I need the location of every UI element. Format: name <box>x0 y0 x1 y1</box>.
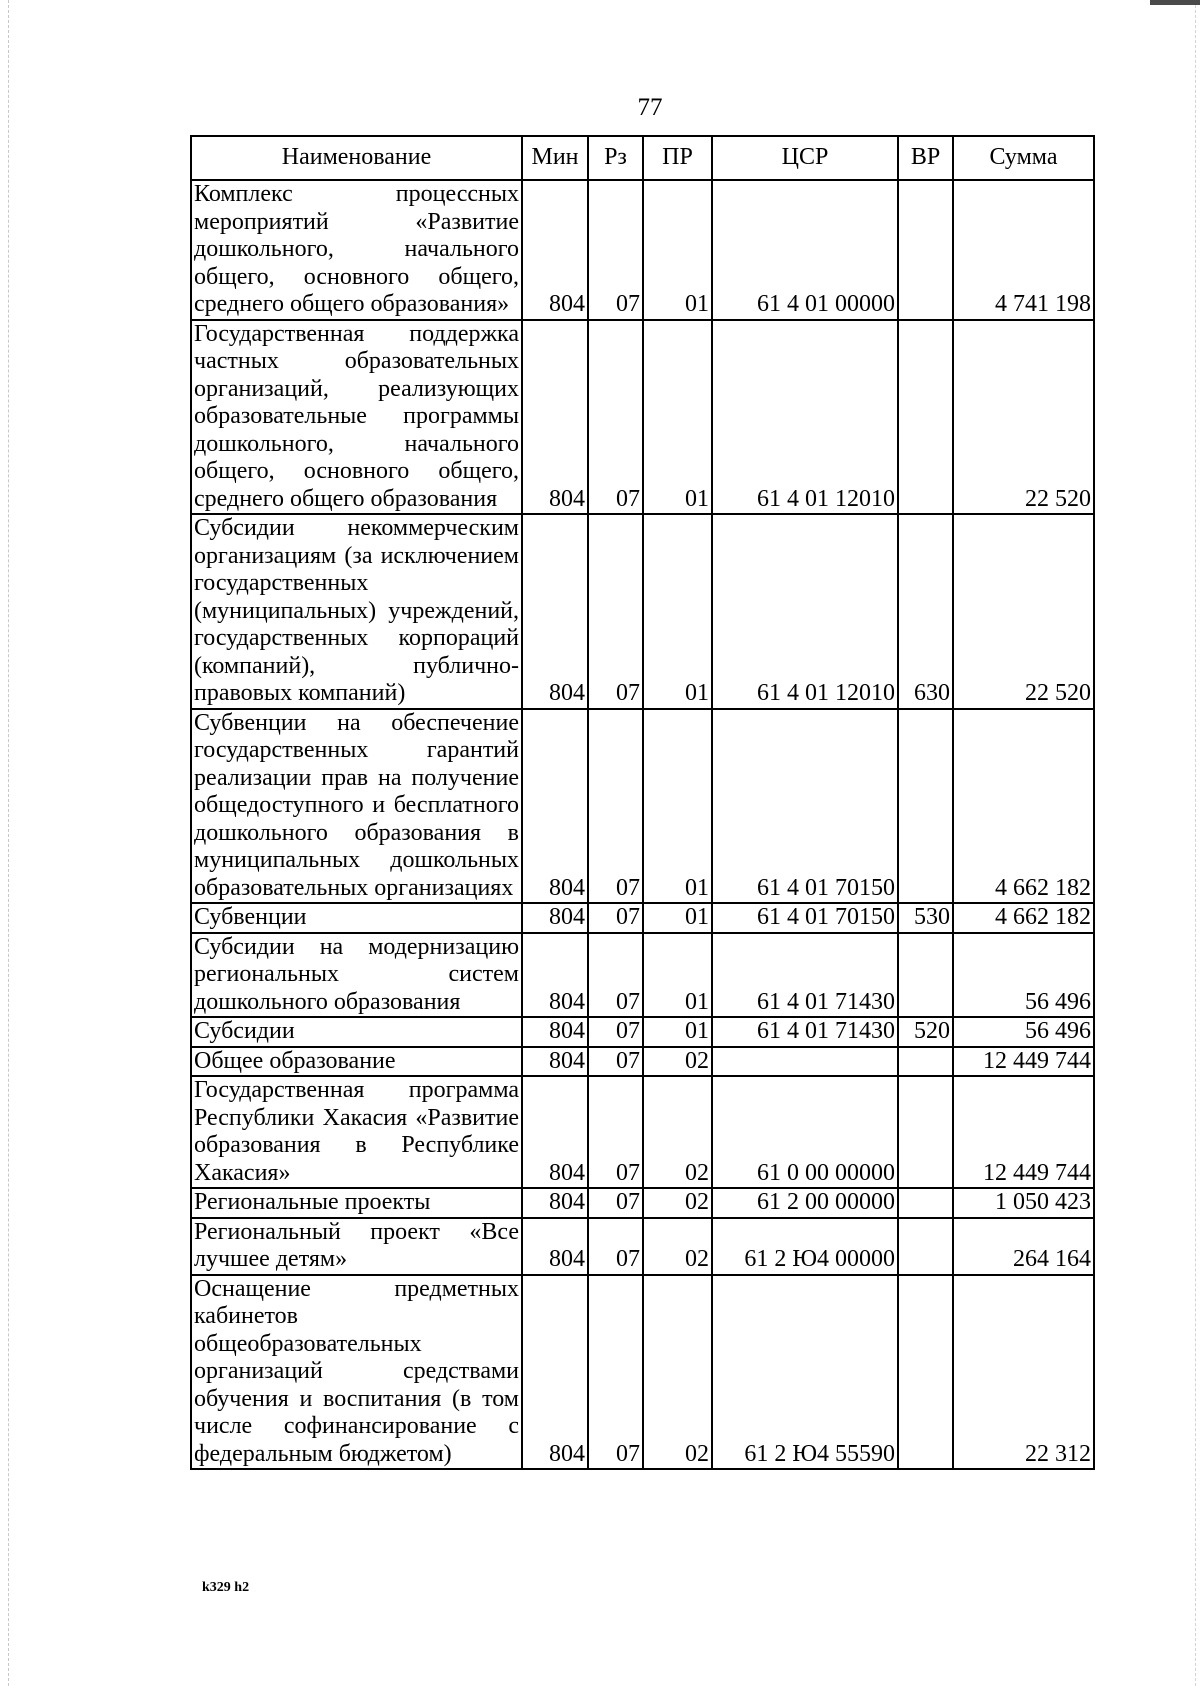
header-pr: ПР <box>643 136 712 180</box>
cell-rz: 07 <box>588 1188 643 1218</box>
cell-vr <box>898 1076 953 1188</box>
cell-sum: 1 050 423 <box>953 1188 1094 1218</box>
cell-rz: 07 <box>588 1017 643 1047</box>
cell-vr: 530 <box>898 903 953 933</box>
cell-csr: 61 4 01 70150 <box>712 709 898 904</box>
cell-name: Комплекс процессных мероприятий «Развитие дошкольного, начального общего, основного общего, среднего общего образования» <box>191 180 522 320</box>
cell-vr <box>898 180 953 320</box>
cell-rz: 07 <box>588 933 643 1018</box>
table-row <box>191 1275 1094 1470</box>
cell-min: 804 <box>522 1218 588 1275</box>
cell-csr: 61 4 01 71430 <box>712 933 898 1018</box>
cell-rz: 07 <box>588 514 643 709</box>
cell-csr: 61 2 Ю4 00000 <box>712 1218 898 1275</box>
cell-sum: 264 164 <box>953 1218 1094 1275</box>
header-min: Мин <box>522 136 588 180</box>
cell-csr: 61 2 00 00000 <box>712 1188 898 1218</box>
cell-min: 804 <box>522 514 588 709</box>
cell-name: Субвенции <box>191 903 522 933</box>
cell-min: 804 <box>522 903 588 933</box>
cell-vr <box>898 320 953 515</box>
table-row <box>191 903 1094 933</box>
cell-csr: 61 4 01 70150 <box>712 903 898 933</box>
table-row <box>191 180 1094 320</box>
cell-rz: 07 <box>588 903 643 933</box>
cell-csr: 61 4 01 00000 <box>712 180 898 320</box>
cell-pr: 01 <box>643 933 712 1018</box>
table-row <box>191 1076 1094 1188</box>
cell-min: 804 <box>522 1275 588 1470</box>
cell-sum: 4 662 182 <box>953 903 1094 933</box>
cell-pr: 01 <box>643 514 712 709</box>
table-row <box>191 320 1094 515</box>
cell-name: Субсидии на модернизацию региональных систем дошкольного образования <box>191 933 522 1018</box>
cell-csr: 61 4 01 12010 <box>712 320 898 515</box>
cell-rz: 07 <box>588 1218 643 1275</box>
cell-pr: 02 <box>643 1218 712 1275</box>
table-row <box>191 1188 1094 1218</box>
cell-name: Государственная программа Республики Хакасия «Развитие образования в Республике Хакасия» <box>191 1076 522 1188</box>
cell-pr: 02 <box>643 1188 712 1218</box>
cell-csr: 61 4 01 12010 <box>712 514 898 709</box>
cell-sum: 22 312 <box>953 1275 1094 1470</box>
cell-min: 804 <box>522 1188 588 1218</box>
cell-name: Оснащение предметных кабинетов общеобразовательных организаций средствами обучения и воспитания (в том числе софинансирование с федеральным бюджетом) <box>191 1275 522 1470</box>
table-row <box>191 933 1094 1018</box>
scan-edge-right <box>1195 0 1196 1686</box>
cell-sum: 12 449 744 <box>953 1047 1094 1077</box>
cell-pr: 01 <box>643 903 712 933</box>
budget-table <box>190 135 1095 1470</box>
table-row <box>191 514 1094 709</box>
cell-csr: 61 4 01 71430 <box>712 1017 898 1047</box>
cell-sum: 56 496 <box>953 933 1094 1018</box>
cell-name: Общее образование <box>191 1047 522 1077</box>
cell-vr: 630 <box>898 514 953 709</box>
scan-edge-left <box>8 0 9 1686</box>
cell-csr: 61 2 Ю4 55590 <box>712 1275 898 1470</box>
cell-sum: 4 662 182 <box>953 709 1094 904</box>
cell-min: 804 <box>522 709 588 904</box>
cell-vr <box>898 1188 953 1218</box>
cell-name: Государственная поддержка частных образовательных организаций, реализующих образовательные программы дошкольного, начального общего, основного общего, среднего общего образования <box>191 320 522 515</box>
cell-sum: 56 496 <box>953 1017 1094 1047</box>
table-row <box>191 709 1094 904</box>
cell-csr: 61 0 00 00000 <box>712 1076 898 1188</box>
cell-vr <box>898 1047 953 1077</box>
cell-name: Субсидии <box>191 1017 522 1047</box>
cell-vr <box>898 709 953 904</box>
cell-vr: 520 <box>898 1017 953 1047</box>
table-row <box>191 1047 1094 1077</box>
cell-pr: 01 <box>643 1017 712 1047</box>
cell-rz: 07 <box>588 1047 643 1077</box>
cell-csr <box>712 1047 898 1077</box>
header-vr: ВР <box>898 136 953 180</box>
cell-rz: 07 <box>588 180 643 320</box>
cell-min: 804 <box>522 1017 588 1047</box>
cell-vr <box>898 1275 953 1470</box>
cell-pr: 02 <box>643 1076 712 1188</box>
cell-rz: 07 <box>588 709 643 904</box>
cell-min: 804 <box>522 320 588 515</box>
table-row <box>191 1218 1094 1275</box>
header-rz: Рз <box>588 136 643 180</box>
cell-sum: 22 520 <box>953 514 1094 709</box>
cell-vr <box>898 933 953 1018</box>
cell-min: 804 <box>522 1076 588 1188</box>
cell-pr: 02 <box>643 1275 712 1470</box>
cell-min: 804 <box>522 1047 588 1077</box>
cell-pr: 01 <box>643 320 712 515</box>
footer-code: k329 h2 <box>202 1580 250 1595</box>
corner-mark <box>1150 0 1200 5</box>
table-header-row <box>191 136 1094 180</box>
cell-vr <box>898 1218 953 1275</box>
cell-pr: 01 <box>643 180 712 320</box>
cell-rz: 07 <box>588 320 643 515</box>
cell-pr: 02 <box>643 1047 712 1077</box>
header-csr: ЦСР <box>712 136 898 180</box>
cell-name: Субсидии некоммерческим организациям (за исключением государственных (муниципальных) учреждений, государственных корпораций (компаний), публично-правовых компаний) <box>191 514 522 709</box>
cell-rz: 07 <box>588 1275 643 1470</box>
table-row <box>191 1017 1094 1047</box>
cell-sum: 12 449 744 <box>953 1076 1094 1188</box>
cell-name: Субвенции на обеспечение государственных гарантий реализации прав на получение общедоступного и бесплатного дошкольного образования в муниципальных дошкольных образовательных организациях <box>191 709 522 904</box>
cell-name: Региональные проекты <box>191 1188 522 1218</box>
header-name: Наименование <box>191 136 522 180</box>
cell-min: 804 <box>522 180 588 320</box>
page-number: 77 <box>637 94 663 121</box>
cell-name: Региональный проект «Все лучшее детям» <box>191 1218 522 1275</box>
cell-rz: 07 <box>588 1076 643 1188</box>
cell-pr: 01 <box>643 709 712 904</box>
table-body <box>191 180 1094 1469</box>
cell-min: 804 <box>522 933 588 1018</box>
cell-sum: 4 741 198 <box>953 180 1094 320</box>
cell-sum: 22 520 <box>953 320 1094 515</box>
header-sum: Сумма <box>953 136 1094 180</box>
